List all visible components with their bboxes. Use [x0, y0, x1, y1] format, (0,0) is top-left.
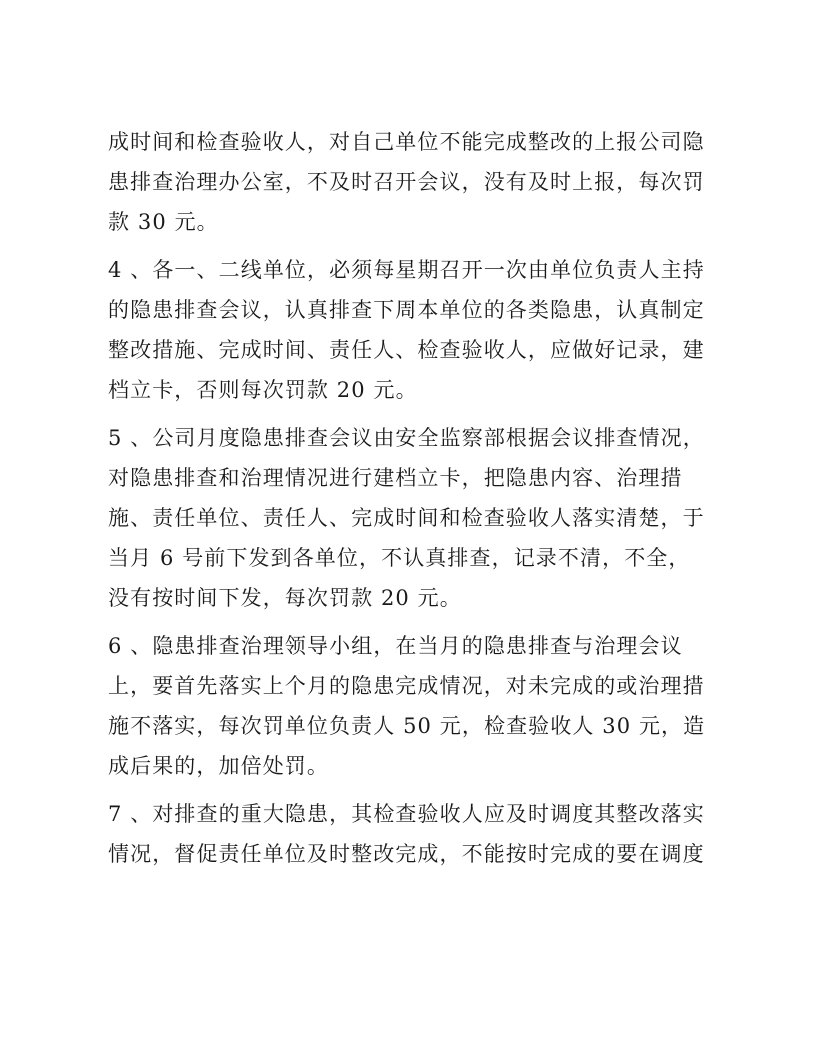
text-line: 上，要首先落实上个月的隐患完成情况，对未完成的或治理措 [108, 674, 705, 698]
text-line: 当月 6 号前下发到各单位，不认真排查，记录不清，不全， [108, 546, 691, 570]
text-line: 整改措施、完成时间、责任人、检查验收人，应做好记录，建 [108, 338, 705, 362]
text-line: 5 、公司月度隐患排查会议由安全监察部根据会议排查情况， [108, 426, 705, 450]
text-line: 4 、各一、二线单位，必须每星期召开一次由单位负责人主持 [108, 258, 705, 282]
text-line: 款 30 元。 [108, 210, 219, 234]
text-line: 患排查治理办公室，不及时召开会议，没有及时上报，每次罚 [108, 170, 705, 194]
text-line: 施不落实，每次罚单位负责人 50 元，检查验收人 30 元，造 [108, 714, 706, 738]
text-line: 6 、隐患排查治理领导小组，在当月的隐患排查与治理会议 [108, 634, 683, 658]
text-line: 档立卡，否则每次罚款 20 元。 [108, 378, 418, 402]
text-line: 对隐患排查和治理情况进行建档立卡，把隐患内容、治理措 [108, 466, 683, 490]
text-line: 7 、对排查的重大隐患，其检查验收人应及时调度其整改落实 [108, 802, 705, 826]
text-line: 情况，督促责任单位及时整改完成，不能按时完成的要在调度 [108, 842, 705, 866]
text-line: 成后果的，加倍处罚。 [108, 754, 329, 778]
text-line: 的隐患排查会议，认真排查下周本单位的各类隐患，认真制定 [108, 298, 705, 322]
text-line: 施、责任单位、责任人、完成时间和检查验收人落实清楚，于 [108, 506, 705, 530]
text-line: 成时间和检查验收人，对自己单位不能完成整改的上报公司隐 [108, 130, 705, 154]
text-line: 没有按时间下发，每次罚款 20 元。 [108, 586, 462, 610]
